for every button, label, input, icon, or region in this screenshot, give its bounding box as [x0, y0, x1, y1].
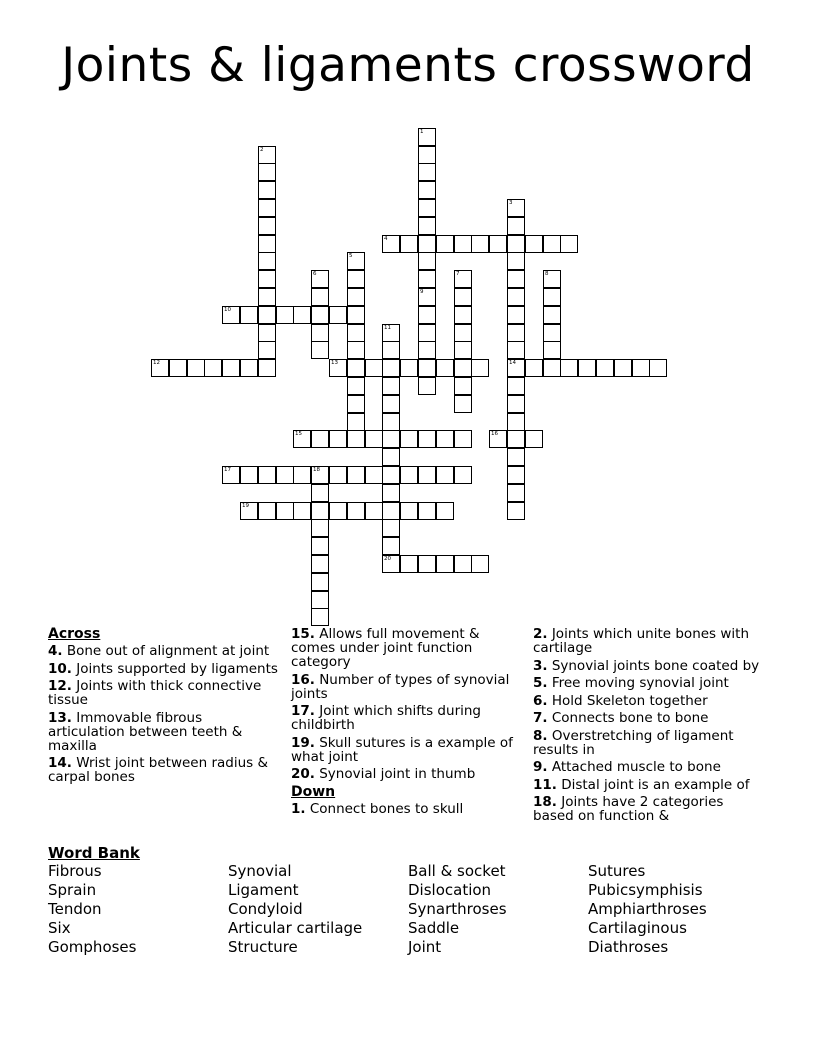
clue-number: 3	[509, 200, 513, 206]
crossword-cell[interactable]	[507, 484, 525, 502]
crossword-cell[interactable]	[418, 270, 436, 288]
clue-text: Overstretching of ligament results in	[533, 727, 734, 758]
crossword-cell[interactable]	[543, 270, 561, 288]
clue-number: 1	[420, 129, 424, 135]
crossword-cell[interactable]	[258, 324, 276, 342]
crossword-cell[interactable]	[400, 555, 418, 573]
clue-item	[291, 767, 523, 781]
word-bank-item: Sutures	[588, 862, 646, 880]
crossword-cell[interactable]	[543, 288, 561, 306]
crossword-cell[interactable]	[400, 359, 418, 377]
crossword-cell[interactable]	[382, 377, 400, 395]
clue-number-label: 10.	[48, 660, 72, 677]
crossword-cell[interactable]	[329, 430, 347, 448]
word-bank-item: Tendon	[48, 900, 102, 918]
crossword-cell[interactable]	[311, 288, 329, 306]
crossword-cell[interactable]	[560, 359, 578, 377]
crossword-cell[interactable]	[507, 448, 525, 466]
word-bank-column-2	[228, 862, 362, 957]
clue-text: Bone out of alignment at joint	[62, 643, 270, 659]
clue-item	[48, 756, 280, 784]
word-bank-item: Synarthroses	[408, 900, 507, 918]
crossword-cell[interactable]	[400, 502, 418, 520]
crossword-cell[interactable]	[525, 359, 543, 377]
clue-number: 18	[313, 467, 320, 473]
crossword-cell[interactable]	[311, 537, 329, 555]
crossword-cell[interactable]	[258, 341, 276, 359]
crossword-cell[interactable]	[276, 466, 294, 484]
crossword-cell[interactable]	[418, 288, 436, 306]
down-heading: Down	[291, 783, 336, 800]
crossword-cell[interactable]	[489, 430, 507, 448]
crossword-cell[interactable]	[311, 324, 329, 342]
word-bank-item: Articular cartilage	[228, 919, 363, 937]
crossword-cell[interactable]	[489, 235, 507, 253]
crossword-cell[interactable]	[418, 163, 436, 181]
clue-text: Connect bones to skull	[305, 800, 464, 817]
clue-item	[533, 627, 765, 655]
clue-item	[48, 662, 280, 676]
crossword-cell[interactable]	[347, 324, 365, 342]
across-heading: Across	[48, 626, 101, 642]
word-bank-item: Ligament	[228, 881, 299, 899]
word-bank-item: Condyloid	[228, 900, 303, 918]
clue-item	[48, 644, 280, 658]
crossword-cell[interactable]	[454, 235, 472, 253]
clue-item	[291, 673, 523, 701]
clue-text: Synovial joint in thumb	[314, 766, 476, 782]
crossword-cell[interactable]	[311, 591, 329, 609]
crossword-cell[interactable]	[329, 466, 347, 484]
clue-text: Synovial joints bone coated by	[547, 657, 760, 674]
crossword-cell[interactable]	[471, 555, 489, 573]
crossword-cell[interactable]	[507, 252, 525, 270]
clue-number: 12	[153, 360, 160, 366]
clue-number-label: 6.	[533, 692, 548, 709]
crossword-cell[interactable]	[258, 306, 276, 324]
crossword-cell[interactable]	[649, 359, 667, 377]
clue-number: 4	[384, 236, 388, 242]
crossword-cell[interactable]	[382, 484, 400, 502]
crossword-cell[interactable]	[454, 359, 472, 377]
crossword-cell[interactable]	[525, 235, 543, 253]
clue-number: 13	[331, 360, 338, 366]
crossword-cell[interactable]	[293, 466, 311, 484]
crossword-cell[interactable]	[169, 359, 187, 377]
clue-number-label: 4.	[48, 643, 63, 659]
clue-number-label: 11.	[533, 776, 557, 793]
crossword-cell[interactable]	[347, 252, 365, 270]
crossword-cell[interactable]	[400, 235, 418, 253]
clue-item	[48, 679, 280, 707]
clue-number-label: 14.	[48, 755, 72, 771]
crossword-cell[interactable]	[311, 466, 329, 484]
word-bank-column-3	[408, 862, 507, 957]
clue-item	[291, 736, 523, 764]
crossword-cell[interactable]	[329, 306, 347, 324]
clue-text: Immovable fibrous articulation between teeth & maxilla	[48, 709, 243, 754]
crossword-cell[interactable]	[543, 341, 561, 359]
clue-number-label: 18.	[533, 794, 557, 810]
crossword-cell[interactable]	[418, 181, 436, 199]
word-bank-item: Cartilaginous	[588, 919, 687, 937]
word-bank-item: Joint	[408, 938, 442, 956]
crossword-cell[interactable]	[347, 359, 365, 377]
crossword-cell[interactable]	[347, 413, 365, 431]
clue-item	[291, 704, 523, 732]
clue-text: Free moving synovial joint	[547, 675, 729, 691]
clue-number-label: 12.	[48, 678, 72, 694]
crossword-cell[interactable]	[436, 359, 454, 377]
crossword-cell[interactable]	[418, 235, 436, 253]
crossword-cell[interactable]	[258, 235, 276, 253]
crossword-cell[interactable]	[418, 377, 436, 395]
clue-number: 20	[384, 556, 391, 562]
crossword-cell[interactable]	[560, 235, 578, 253]
clue-item	[533, 659, 765, 673]
crossword-cell[interactable]	[454, 377, 472, 395]
crossword-cell[interactable]	[400, 466, 418, 484]
crossword-cell[interactable]	[329, 502, 347, 520]
crossword-cell[interactable]	[240, 502, 258, 520]
crossword-cell[interactable]	[382, 502, 400, 520]
clue-number: 6	[313, 271, 317, 277]
crossword-cell[interactable]	[454, 306, 472, 324]
clue-text: Allows full movement & comes under joint function category	[291, 626, 480, 670]
clue-number: 15	[295, 431, 302, 437]
crossword-cell[interactable]	[151, 359, 169, 377]
crossword-cell[interactable]	[258, 217, 276, 235]
crossword-cell[interactable]	[418, 466, 436, 484]
crossword-cell[interactable]	[525, 430, 543, 448]
clue-item	[291, 627, 523, 669]
crossword-cell[interactable]	[454, 395, 472, 413]
crossword-cell[interactable]	[418, 252, 436, 270]
crossword-cell[interactable]	[632, 359, 650, 377]
clue-item	[533, 795, 765, 823]
crossword-cell[interactable]	[507, 395, 525, 413]
clue-number: 10	[224, 307, 231, 313]
clue-text: Skull sutures is a example of what joint	[291, 734, 513, 765]
clue-text: Joint which shifts during childbirth	[291, 703, 481, 733]
crossword-cell[interactable]	[347, 395, 365, 413]
crossword-cell[interactable]	[454, 430, 472, 448]
crossword-cell[interactable]	[329, 359, 347, 377]
crossword-cell[interactable]	[418, 217, 436, 235]
crossword-cell[interactable]	[418, 341, 436, 359]
clue-number: 7	[456, 271, 460, 277]
crossword-cell[interactable]	[507, 466, 525, 484]
clue-item	[533, 711, 765, 725]
word-bank-item: Amphiarthroses	[588, 900, 707, 918]
crossword-cell[interactable]	[187, 359, 205, 377]
clue-item	[533, 676, 765, 690]
crossword-cell[interactable]	[578, 359, 596, 377]
clue-number: 19	[242, 503, 249, 509]
crossword-cell[interactable]	[365, 502, 383, 520]
crossword-cell[interactable]	[507, 199, 525, 217]
crossword-cell[interactable]	[507, 235, 525, 253]
crossword-cell[interactable]	[418, 199, 436, 217]
crossword-cell[interactable]	[311, 484, 329, 502]
clue-number-label: 20.	[291, 766, 315, 782]
word-bank-item: Ball & socket	[408, 862, 506, 880]
crossword-cell[interactable]	[543, 359, 561, 377]
crossword-cell[interactable]	[311, 519, 329, 537]
word-bank-heading: Word Bank	[48, 844, 140, 862]
crossword-cell[interactable]	[311, 270, 329, 288]
clue-number: 9	[420, 289, 424, 295]
clue-text: Connects bone to bone	[547, 710, 709, 726]
crossword-cell[interactable]	[311, 430, 329, 448]
clue-number-label: 17.	[291, 703, 315, 719]
clue-number: 14	[509, 360, 516, 366]
crossword-cell[interactable]	[507, 430, 525, 448]
crossword-cell[interactable]	[471, 235, 489, 253]
clue-number-label: 5.	[533, 675, 548, 691]
crossword-cell[interactable]	[507, 413, 525, 431]
crossword-cell[interactable]	[454, 270, 472, 288]
clue-number: 8	[545, 271, 549, 277]
crossword-cell[interactable]	[543, 235, 561, 253]
clue-text: Joints have 2 categories based on function &	[533, 794, 724, 824]
crossword-cell[interactable]	[382, 235, 400, 253]
crossword-cell[interactable]	[454, 555, 472, 573]
crossword-cell[interactable]	[507, 306, 525, 324]
crossword-cell[interactable]	[276, 502, 294, 520]
crossword-cell[interactable]	[543, 324, 561, 342]
crossword-cell[interactable]	[382, 324, 400, 342]
crossword-cell[interactable]	[258, 252, 276, 270]
crossword-cell[interactable]	[454, 288, 472, 306]
crossword-cell[interactable]	[382, 413, 400, 431]
crossword-cell[interactable]	[347, 466, 365, 484]
clue-text: Joints supported by ligaments	[71, 660, 278, 677]
crossword-cell[interactable]	[436, 430, 454, 448]
crossword-cell[interactable]	[418, 128, 436, 146]
clue-item	[291, 802, 523, 816]
crossword-cell[interactable]	[436, 235, 454, 253]
crossword-cell[interactable]	[258, 163, 276, 181]
clue-number: 17	[224, 467, 231, 473]
word-bank-item: Structure	[228, 938, 298, 956]
crossword-cell[interactable]	[365, 430, 383, 448]
clue-number-label: 15.	[291, 626, 315, 642]
clue-number-label: 13.	[48, 709, 72, 726]
word-bank-item: Fibrous	[48, 862, 102, 880]
crossword-cell[interactable]	[382, 555, 400, 573]
clue-item	[533, 760, 765, 774]
crossword-cell[interactable]	[222, 359, 240, 377]
word-bank-item: Saddle	[408, 919, 460, 937]
crossword-cell[interactable]	[204, 359, 222, 377]
crossword-cell[interactable]	[276, 306, 294, 324]
crossword-cell[interactable]	[507, 288, 525, 306]
crossword-cell[interactable]	[418, 306, 436, 324]
crossword-cell[interactable]	[507, 502, 525, 520]
crossword-cell[interactable]	[382, 466, 400, 484]
clue-number-label: 16.	[291, 671, 315, 688]
clue-text: Attached muscle to bone	[547, 759, 721, 775]
crossword-cell[interactable]	[293, 430, 311, 448]
clue-text: Hold Skeleton together	[547, 692, 708, 709]
crossword-cell[interactable]	[507, 324, 525, 342]
crossword-cell[interactable]	[596, 359, 614, 377]
clue-number: 2	[260, 147, 264, 153]
crossword-cell[interactable]	[240, 306, 258, 324]
clue-text: Distal joint is an example of	[556, 776, 750, 793]
clue-number: 5	[349, 253, 353, 259]
crossword-cell[interactable]	[240, 359, 258, 377]
crossword-cell[interactable]	[507, 359, 525, 377]
crossword-cell[interactable]	[382, 519, 400, 537]
clue-item	[533, 729, 765, 757]
clue-number-label: 1.	[291, 800, 306, 817]
clues-column-2	[291, 627, 523, 819]
crossword-cell[interactable]	[347, 502, 365, 520]
crossword-cell[interactable]	[258, 146, 276, 164]
crossword-cell[interactable]	[222, 306, 240, 324]
word-bank-item: Six	[48, 919, 71, 937]
crossword-cell[interactable]	[436, 502, 454, 520]
crossword-cell[interactable]	[471, 359, 489, 377]
crossword-cell[interactable]	[258, 502, 276, 520]
crossword-cell[interactable]	[347, 270, 365, 288]
word-bank-item: Dislocation	[408, 881, 492, 899]
crossword-cell[interactable]	[543, 306, 561, 324]
crossword-cell[interactable]	[311, 502, 329, 520]
crossword-cell[interactable]	[311, 608, 329, 626]
crossword-cell[interactable]	[507, 341, 525, 359]
crossword-cell[interactable]	[418, 430, 436, 448]
clue-item	[533, 778, 765, 792]
clue-text: Number of types of synovial joints	[291, 671, 510, 702]
clue-number-label: 9.	[533, 759, 548, 775]
crossword-cell[interactable]	[347, 430, 365, 448]
crossword-cell[interactable]	[293, 502, 311, 520]
crossword-cell[interactable]	[418, 502, 436, 520]
word-bank-item: Pubicsymphisis	[588, 881, 703, 899]
crossword-cell[interactable]	[347, 306, 365, 324]
crossword-cell[interactable]	[365, 359, 383, 377]
crossword-cell[interactable]	[436, 466, 454, 484]
crossword-cell[interactable]	[454, 466, 472, 484]
word-bank-item: Gomphoses	[48, 938, 137, 956]
crossword-cell[interactable]	[418, 359, 436, 377]
crossword-cell[interactable]	[293, 306, 311, 324]
crossword-cell[interactable]	[418, 324, 436, 342]
crossword-cell[interactable]	[382, 341, 400, 359]
word-bank-column-4	[588, 862, 707, 957]
clue-number-label: 3.	[533, 657, 548, 674]
clue-number-label: 8.	[533, 727, 548, 744]
crossword-cell[interactable]	[614, 359, 632, 377]
crossword-cell[interactable]	[507, 217, 525, 235]
crossword-cell[interactable]	[382, 448, 400, 466]
word-bank-item: Diathroses	[588, 938, 669, 956]
crossword-cell[interactable]	[382, 537, 400, 555]
clue-number: 11	[384, 325, 391, 331]
clue-number-label: 7.	[533, 710, 548, 726]
crossword-cell[interactable]	[258, 466, 276, 484]
crossword-cell[interactable]	[258, 288, 276, 306]
crossword-cell[interactable]	[240, 466, 258, 484]
clue-text: Joints which unite bones with cartilage	[533, 626, 750, 656]
crossword-cell[interactable]	[507, 377, 525, 395]
crossword-cell[interactable]	[311, 341, 329, 359]
crossword-cell[interactable]	[347, 377, 365, 395]
crossword-cell[interactable]	[311, 555, 329, 573]
crossword-cell[interactable]	[311, 573, 329, 591]
page-title: Joints & ligaments crossword	[61, 38, 755, 93]
clues-column-3	[533, 627, 765, 827]
word-bank-item: Sprain	[48, 881, 97, 899]
crossword-cell[interactable]	[258, 181, 276, 199]
crossword-cell[interactable]	[418, 555, 436, 573]
crossword-cell[interactable]	[382, 395, 400, 413]
word-bank-item: Synovial	[228, 862, 292, 880]
crossword-cell[interactable]	[258, 270, 276, 288]
crossword-cell[interactable]	[258, 359, 276, 377]
crossword-cell[interactable]	[382, 430, 400, 448]
crossword-cell[interactable]	[382, 359, 400, 377]
clues-column-1	[48, 627, 280, 788]
clue-item	[48, 711, 280, 753]
word-bank-column-1	[48, 862, 136, 957]
crossword-cell[interactable]	[454, 324, 472, 342]
crossword-cell[interactable]	[222, 466, 240, 484]
crossword-cell[interactable]	[454, 341, 472, 359]
clue-item	[533, 694, 765, 708]
crossword-cell[interactable]	[436, 555, 454, 573]
clue-number-label: 2.	[533, 626, 548, 642]
crossword-cell[interactable]	[400, 430, 418, 448]
clue-text: Wrist joint between radius & carpal bones	[48, 755, 268, 785]
crossword-cell[interactable]	[347, 341, 365, 359]
crossword-cell[interactable]	[418, 146, 436, 164]
crossword-cell[interactable]	[507, 270, 525, 288]
clue-text: Joints with thick connective tissue	[48, 678, 262, 708]
crossword-cell[interactable]	[347, 288, 365, 306]
crossword-cell[interactable]	[365, 466, 383, 484]
crossword-cell[interactable]	[311, 306, 329, 324]
clue-number-label: 19.	[291, 734, 315, 751]
crossword-cell[interactable]	[258, 199, 276, 217]
clue-number: 16	[491, 431, 498, 437]
